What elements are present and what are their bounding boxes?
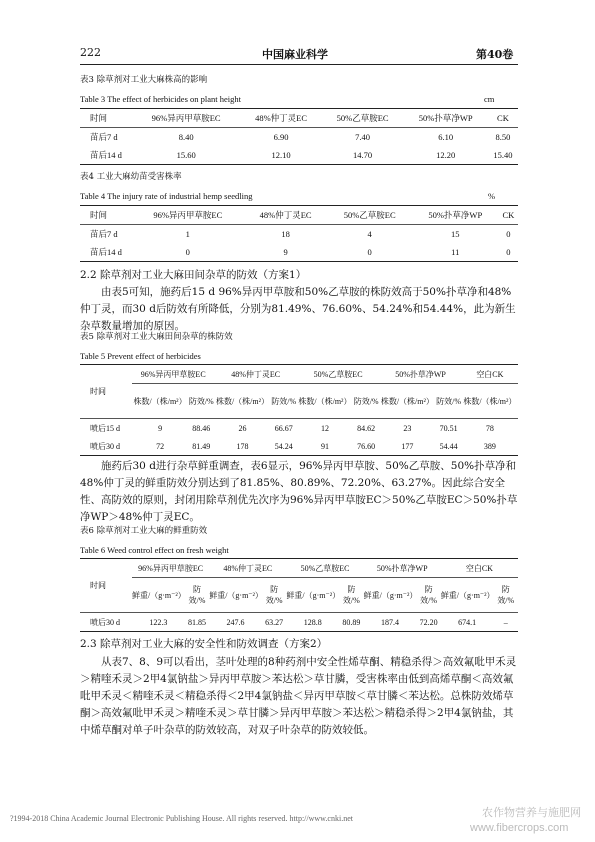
table-cell: 247.6 — [209, 613, 262, 632]
table-cell: 0 — [499, 225, 518, 244]
table6-caption-cn: 表6 除草剂对工业大麻的鲜重防效 — [80, 526, 208, 536]
table-header-cell: 鲜重/（g·m⁻²） — [132, 578, 185, 613]
section-2-2-paragraph: 由表5可知，施药后15 d 96%异丙甲草胺和50%乙草胺的株防效高于50%扑草净和48%仲丁灵，而30 d后防效有所降低，分别为81.49%、76.60%、54.24%和54.44%，此为新生杂草数量增加的原因。 — [80, 286, 516, 332]
table-header-cell: 时间 — [80, 559, 132, 613]
table-cell: 674.1 — [441, 613, 494, 632]
table-cell: 81.85 — [185, 613, 210, 632]
table-cell: 12.20 — [403, 146, 488, 165]
table-row — [80, 128, 518, 147]
table4-caption-cn: 表4 工业大麻幼苗受害株率 — [80, 172, 182, 182]
table-group-header: 48%仲丁灵EC — [214, 365, 296, 384]
table-cell: 14.70 — [322, 146, 404, 165]
fresh-weight-paragraph: 施药后30 d进行杂草鲜重调查，表6显示，96%异丙甲草胺、50%乙草胺、50%扑草净和48%仲丁灵的鲜重防效分别达到了81.85%、80.89%、72.20%、63.27%。因此综合安全性、高防效的原则，封闭用除草剂优先次序为96%异丙甲草胺EC＞50%乙草胺EC＞50%扑草净WP＞48%仲丁灵EC。 — [80, 460, 518, 523]
table-cell: 8.40 — [132, 128, 240, 147]
table-cell: 91 — [297, 437, 353, 456]
journal-title: 中国麻业科学 — [262, 48, 328, 61]
volume-label: 第40卷 — [476, 48, 514, 61]
table-header-cell: CK — [499, 206, 518, 225]
table-header-cell: 株数/（株/m²） — [462, 384, 518, 419]
watermark-url: www.fibercrops.com — [470, 822, 569, 834]
table-row — [80, 243, 518, 262]
table-cell: 128.8 — [286, 613, 339, 632]
table-cell: 15.60 — [132, 146, 240, 165]
table-header-cell: 鲜重/（g·m⁻²） — [364, 578, 417, 613]
table-header-cell: 株数/（株/m²） — [214, 384, 270, 419]
table-header-cell: 防效/% — [262, 578, 287, 613]
table-header-cell: 防效/% — [353, 384, 379, 419]
table-cell: 78 — [485, 423, 494, 433]
table-header-cell: 鲜重/（g·m⁻²） — [209, 578, 262, 613]
table-header-cell: 96%异丙甲草胺EC — [132, 109, 240, 128]
table-header-cell: 株数/（株/m²） — [379, 384, 435, 419]
table-cell: 苗后14 d — [80, 243, 132, 262]
table-header-cell: 株数/（株/m²） — [132, 384, 188, 419]
table-header-cell: 防效/% — [435, 384, 461, 419]
table-header-cell: 防效/% — [416, 578, 441, 613]
table3-unit: cm — [484, 94, 495, 104]
table3 — [80, 108, 518, 165]
table-cell: 187.4 — [364, 613, 417, 632]
table-row — [80, 419, 518, 438]
table6 — [80, 558, 518, 632]
table-row — [80, 146, 518, 165]
table-group-header: 空白CK — [441, 559, 518, 578]
table-header-cell: 防效/% — [271, 384, 297, 419]
table-header-cell: 时间 — [80, 206, 132, 225]
table-header-cell: 50%扑草净WP — [403, 109, 488, 128]
table4-unit: % — [488, 191, 496, 201]
table3-caption-en: Table 3 The effect of herbicides on plant height — [80, 94, 242, 104]
page-number: 222 — [80, 46, 101, 59]
header-rule — [80, 64, 518, 65]
table-header-cell: 50%扑草净WP — [412, 206, 499, 225]
table5-caption-cn: 表5 除草剂对工业大麻田间杂草的株防效 — [80, 332, 233, 342]
table-cell: 0 — [132, 243, 244, 262]
table-cell: – — [494, 613, 518, 632]
table-cell: 122.3 — [132, 613, 185, 632]
table-group-header: 50%扑草净WP — [364, 559, 441, 578]
table-cell: 80.89 — [339, 613, 364, 632]
table-cell: 12.10 — [240, 146, 322, 165]
table-cell: 0 — [328, 243, 412, 262]
table-header-cell: 48%仲丁灵EC — [244, 206, 328, 225]
table-row — [80, 437, 518, 456]
table-group-header: 48%仲丁灵EC — [209, 559, 286, 578]
table-cell: 6.90 — [240, 128, 322, 147]
table-header-cell: 防效/% — [185, 578, 210, 613]
table-cell: 喷后15 d — [90, 423, 120, 433]
table-header-cell: 50%乙草胺EC — [322, 109, 404, 128]
table-cell: 72.20 — [416, 613, 441, 632]
table-cell: 70.51 — [439, 423, 458, 433]
table4 — [80, 205, 518, 262]
table5-caption-en: Table 5 Prevent effect of herbicides — [80, 351, 201, 361]
table-cell: 54.44 — [435, 437, 461, 456]
table6-caption-en: Table 6 Weed control effect on fresh weight — [80, 545, 229, 555]
table-cell: 6.10 — [403, 128, 488, 147]
table-header-cell: 96%异丙甲草胺EC — [132, 206, 244, 225]
table-cell: 54.24 — [271, 437, 297, 456]
table-cell: 66.67 — [274, 423, 293, 433]
table5 — [80, 364, 518, 456]
table-cell: 8.50 — [488, 128, 518, 147]
table-group-header: 50%乙草胺EC — [297, 365, 379, 384]
table-row — [80, 225, 518, 244]
table-cell: 9 — [158, 423, 163, 433]
table-cell: 72 — [132, 437, 188, 456]
table-group-header: 空白CK — [462, 365, 518, 384]
table-header-cell: 防效/% — [494, 578, 518, 613]
table-header-cell: 鲜重/（g·m⁻²） — [441, 578, 494, 613]
table-cell: 喷后30 d — [80, 437, 132, 456]
table-cell: 26 — [238, 423, 247, 433]
table-group-header: 96%异丙甲草胺EC — [132, 365, 214, 384]
table-header-cell: CK — [488, 109, 518, 128]
table-header-cell: 48%仲丁灵EC — [240, 109, 322, 128]
table-cell: 76.60 — [353, 437, 379, 456]
table-header-cell: 防效/% — [188, 384, 214, 419]
section-2-3-paragraph: 从表7、8、9可以看出，茎叶处理的8种药剂中安全性烯草酮、精稳杀得＞高效氟吡甲禾灵＞精喹禾灵＞2甲4氯钠盐＞异丙甲草胺＞苯达松＞草甘膦，受害株率由低到高烯草酮＜高效氟吡甲禾灵＜精喹禾灵＜精稳杀得＜2甲4氯钠盐＜异丙甲草胺＜草甘膦＜苯达松。总株防效烯草酮＞高效氟吡甲禾灵＞精喹禾灵＞草甘膦＞异丙甲草胺＞苯达松＞精稳杀得＞2甲4氯钠盐，其中烯草酮对单子叶杂草的防效较高，对双子叶杂草的防效较低。 — [80, 656, 517, 736]
table-cell: 81.49 — [188, 437, 214, 456]
table-header-cell: 株数/（株/m²） — [297, 384, 353, 419]
table-cell: 苗后7 d — [80, 128, 132, 147]
watermark-text: 农作物营养与施肥网 — [482, 807, 581, 819]
table-cell: 4 — [328, 225, 412, 244]
table3-caption-cn: 表3 除草剂对工业大麻株高的影响 — [80, 75, 208, 85]
section-2-2-title: 2.2 除草剂对工业大麻田间杂草的防效（方案1） — [80, 269, 307, 281]
table-cell: 1 — [132, 225, 244, 244]
table-header-cell: 鲜重/（g·m⁻²） — [286, 578, 339, 613]
table-cell: 389 — [462, 437, 518, 456]
table-cell: 84.62 — [357, 423, 376, 433]
table-cell: 18 — [244, 225, 328, 244]
table-group-header: 50%乙草胺EC — [286, 559, 363, 578]
table-header-cell: 时间 — [80, 365, 132, 419]
table-cell: 88.46 — [192, 423, 211, 433]
table-cell: 15 — [412, 225, 499, 244]
table-cell: 15.40 — [488, 146, 518, 165]
table-cell: 63.27 — [262, 613, 287, 632]
table-cell: 178 — [214, 437, 270, 456]
table-cell: 苗后14 d — [80, 146, 132, 165]
table-cell: 11 — [412, 243, 499, 262]
table-row — [80, 613, 518, 632]
table-cell: 喷后30 d — [80, 613, 132, 632]
table-cell: 23 — [403, 423, 412, 433]
table-group-header: 50%扑草净WP — [379, 365, 461, 384]
table-group-header: 96%异丙甲草胺EC — [132, 559, 209, 578]
table-header-cell: 时间 — [80, 109, 132, 128]
section-2-3-title: 2.3 除草剂对工业大麻的安全性和防效调查（方案2） — [80, 638, 328, 650]
table-cell: 0 — [499, 243, 518, 262]
table-cell: 177 — [379, 437, 435, 456]
table-cell: 7.40 — [322, 128, 404, 147]
table-cell: 9 — [244, 243, 328, 262]
table4-caption-en: Table 4 The injury rate of industrial hemp seedling — [80, 191, 253, 201]
table-header-cell: 50%乙草胺EC — [328, 206, 412, 225]
copyright-footer: ?1994-2018 China Academic Journal Electronic Publishing House. All rights reserved. http://www.cnki.net — [10, 814, 353, 823]
table-header-cell: 防效/% — [339, 578, 364, 613]
table-cell: 12 — [320, 423, 329, 433]
table-cell: 苗后7 d — [80, 225, 132, 244]
